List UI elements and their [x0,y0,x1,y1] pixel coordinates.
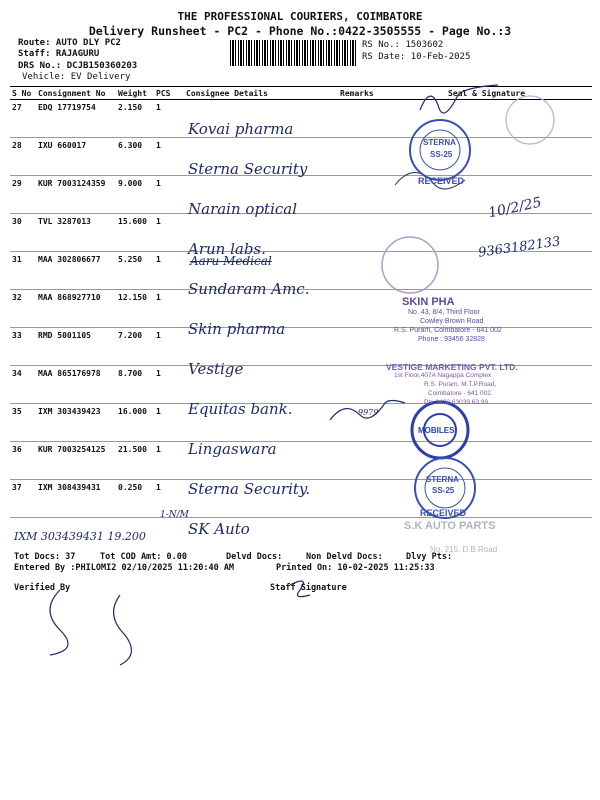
verified-signature [50,590,131,665]
cell-cons: KUR 7003124359 [36,176,116,214]
cell-weight: 9.000 [116,176,154,214]
row37-note: 1-N/M [160,510,189,520]
cell-weight: 21.500 [116,442,154,480]
faint-stamp [506,96,554,144]
staff-signature-label: Staff Signature [270,583,347,593]
cell-cons: EDQ 17719754 [36,100,116,138]
handwritten-consignee: Narain optical [188,200,298,218]
handwritten-consignee: Vestige [188,360,244,378]
sterna-stamp-code-2: SS-25 [432,486,455,495]
runsheet-title: THE PROFESSIONAL COURIERS, COIMBATORE [177,10,423,23]
handwritten-consignee: Equitas bank. [188,400,293,418]
cell-sno: 30 [10,214,36,252]
cell-cons: IXM 308439431 [36,480,116,518]
cell-weight: 15.600 [116,214,154,252]
handwritten-consignee: Sterna Security. [188,480,311,498]
cell-pcs: 1 [154,366,184,404]
runsheet-subtitle: Delivery Runsheet - PC2 - Phone No.:0422-3505555 - Page No.:3 [88,24,512,38]
cell-weight: 2.150 [116,100,154,138]
equitas-signature [330,401,405,421]
cell-pcs: 1 [154,442,184,480]
cell-weight: 12.150 [116,290,154,328]
delivered-docs: Delvd Docs: [226,552,283,562]
route-label: Route: AUTO DLY PC2 [18,38,121,48]
cell-weight: 6.300 [116,138,154,176]
vestige-stamp-line: Ph: 0422 63039 63 99 [424,399,488,406]
delivery-points: Dlvy Pts: [406,552,453,562]
cell-weight: 5.250 [116,252,154,290]
cell-pcs: 1 [154,138,184,176]
col-weight: Weight [116,87,154,100]
received-stamp: RECEIVED [418,176,465,186]
cell-sno: 34 [10,366,36,404]
sign-date: 10/2/25 [486,194,544,222]
cell-sno: 27 [10,100,36,138]
handwritten-consignee: SK Auto [188,520,250,538]
total-docs: Tot Docs: 37 [14,552,76,562]
cell-sno: 31 [10,252,36,290]
cell-cons: KUR 7003254125 [36,442,116,480]
col-pcs: PCS [154,87,184,100]
sterna-stamp-code: SS-25 [430,150,453,159]
skin-stamp-line: Phone : 93456 32828 [418,336,485,343]
handwritten-consignee: Lingaswara [188,440,277,458]
rs-number: RS No.: 1503602 [362,40,444,50]
cell-sno: 33 [10,328,36,366]
vehicle-label: Vehicle: EV Delivery [22,72,131,82]
cell-pcs: 1 [154,290,184,328]
cell-cons: MAA 865176978 [36,366,116,404]
vestige-stamp-line: Coimbatore - 641 002. [428,390,493,397]
skin-stamp-name: SKIN PHA [402,296,455,308]
sk-auto-stamp-line: No. 215, D.B.Road [430,545,498,554]
entered-by: Entered By :PHILOMI2 02/10/2025 11:20:40 AM [14,563,235,573]
vestige-stamp-name: VESTIGE MARKETING PVT. LTD. [386,362,518,372]
cell-pcs: 1 [154,404,184,442]
cell-pcs: 1 [154,480,184,518]
cell-cons: MAA 302806677 [36,252,116,290]
col-consignee: Consignee Details [184,87,338,100]
rs-date: RS Date: 10-Feb-2025 [362,52,471,62]
cod-amount: Tot COD Amt: 0.00 [100,552,187,562]
sterna-stamp-name: STERNA [423,138,456,147]
cell-cons: RMD 5001105 [36,328,116,366]
skin-stamp-line: R.S. Puram, Coimbatore - 641 002 [394,327,502,334]
received-stamp-2: RECEIVED [420,508,467,518]
cell-pcs: 1 [154,214,184,252]
col-consignment: Consignment No [36,87,116,100]
handwritten-consignee: Skin pharma [188,320,286,338]
cell-sno: 36 [10,442,36,480]
cell-sno: 35 [10,404,36,442]
cell-weight: 0.250 [116,480,154,518]
cell-sno: 29 [10,176,36,214]
cell-weight: 8.700 [116,366,154,404]
cell-pcs: 1 [154,100,184,138]
extra-handwritten-line: IXM 303439431 19.200 [14,530,146,543]
phone-note: 9363182133 [477,234,562,261]
handwritten-consignee: Sterna Security [188,160,308,178]
struck-consignee: Aaru Medical [190,254,272,268]
cell-weight: 16.000 [116,404,154,442]
signature-scribble [420,85,498,113]
drs-number: DRS No.: DCJB150360203 [18,61,138,71]
staff-label: Staff: RAJAGURU [18,49,100,59]
vestige-stamp-line: R.S. Puram, M.T.P.Road, [424,381,497,388]
verified-by-label: Verified By [14,583,71,593]
cell-pcs: 1 [154,176,184,214]
cell-sno: 32 [10,290,36,328]
handwritten-consignee: Arun labs. [188,240,266,258]
cell-cons: IXU 660017 [36,138,116,176]
printed-on: Printed On: 10-02-2025 11:25:33 [276,563,435,573]
cell-cons: IXM 303439423 [36,404,116,442]
handwritten-consignee: Sundaram Amc. [188,280,310,298]
cell-sno: 37 [10,480,36,518]
sk-auto-stamp: S.K AUTO PARTS [404,520,496,532]
col-seal: Seal & Signature [392,87,592,100]
cell-sno: 28 [10,138,36,176]
non-delivered-docs: Non Delvd Docs: [306,552,383,562]
sterna-stamp-name-2: STERNA [426,475,459,484]
cell-pcs: 1 [154,328,184,366]
purple-stamp [382,237,438,293]
col-sno: S No [10,87,36,100]
vestige-stamp-line: 1st Floor,407A Nagappa Complex [394,372,492,379]
col-remarks: Remarks [338,87,392,100]
cell-cons: MAA 868927710 [36,290,116,328]
signature-number: 9979 [358,408,379,417]
cell-weight: 7.200 [116,328,154,366]
mobiles-stamp-text: MOBILES [418,426,455,435]
skin-stamp-line: Cowley Brown Road [420,318,484,325]
cell-pcs: 1 [154,252,184,290]
skin-stamp-line: No. 43, 8/4, Third Floor [408,309,480,316]
handwritten-consignee: Kovai pharma [188,120,294,138]
cell-cons: TVL 3287013 [36,214,116,252]
